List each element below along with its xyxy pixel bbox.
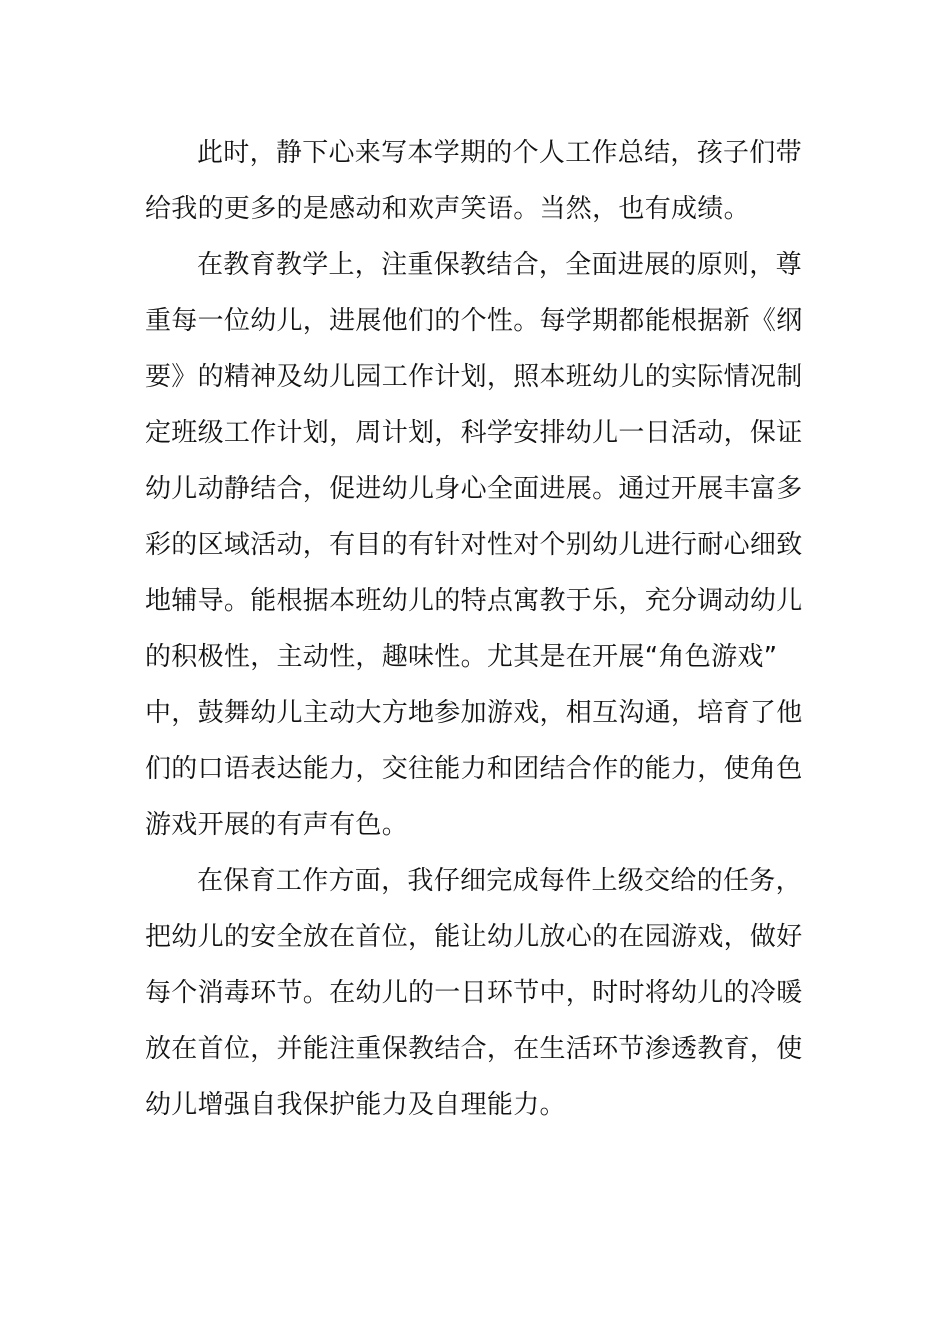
paragraph-line: 每个消毒环节。在幼儿的一日环节中，时时将幼儿的冷暖 [145,978,803,1008]
paragraph-line: 的积极性，主动性，趣味性。尤其是在开展“角色游戏” [145,642,778,672]
paragraph-line: 中，鼓舞幼儿主动大方地参加游戏，相互沟通，培育了他 [145,698,803,728]
paragraph-line: 重每一位幼儿，进展他们的个性。每学期都能根据新《纲 [145,306,803,336]
paragraph-line: 此时，静下心来写本学期的个人工作总结，孩子们带 [197,138,802,168]
paragraph-intro [145,125,802,237]
paragraph-teaching [145,237,803,853]
paragraph-line: 地辅导。能根据本班幼儿的特点寓教于乐，充分调动幼儿 [145,586,803,616]
document-body [145,125,803,1133]
paragraph-line: 在教育教学上，注重保教结合，全面进展的原则，尊 [197,250,802,280]
paragraph-line: 在保育工作方面，我仔细完成每件上级交给的任务， [197,866,802,896]
paragraph-line: 给我的更多的是感动和欢声笑语。当然，也有成绩。 [145,194,750,224]
paragraph-line: 放在首位，并能注重保教结合，在生活环节渗透教育，使 [145,1034,803,1064]
paragraph-line: 把幼儿的安全放在首位，能让幼儿放心的在园游戏，做好 [145,922,803,952]
paragraph-line: 幼儿动静结合，促进幼儿身心全面进展。通过开展丰富多 [145,474,803,504]
paragraph-line: 幼儿增强自我保护能力及自理能力。 [145,1090,566,1120]
paragraph-line: 要》的精神及幼儿园工作计划，照本班幼儿的实际情况制 [145,362,803,392]
paragraph-line: 彩的区域活动，有目的有针对性对个别幼儿进行耐心细致 [145,530,803,560]
paragraph-line: 们的口语表达能力，交往能力和团结合作的能力，使角色 [145,754,803,784]
paragraph-line: 定班级工作计划，周计划，科学安排幼儿一日活动，保证 [145,418,803,448]
paragraph-line: 游戏开展的有声有色。 [145,810,409,840]
paragraph-care [145,853,803,1133]
